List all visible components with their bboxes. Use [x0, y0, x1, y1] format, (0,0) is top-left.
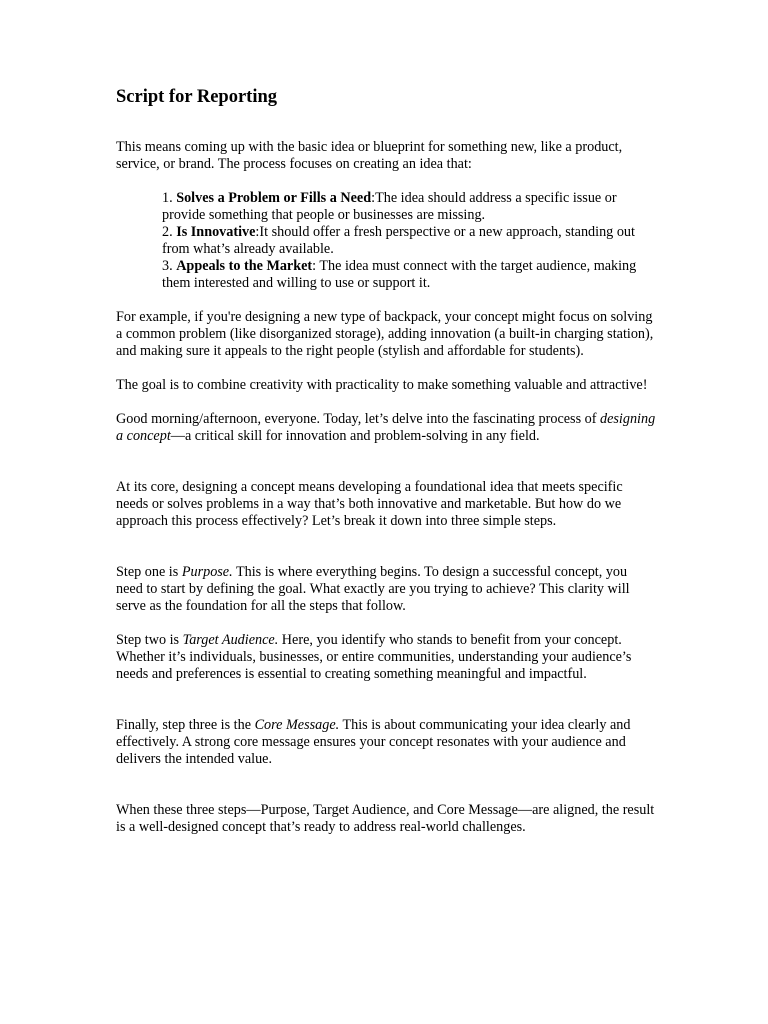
step-two-emphasis: Target Audience.	[182, 632, 279, 648]
step-three-lead: Finally, step three is the	[116, 717, 255, 733]
step-one-paragraph	[116, 564, 656, 615]
step-one-emphasis: Purpose.	[181, 564, 233, 580]
criteria-list	[162, 190, 656, 292]
list-item-number: 2.	[162, 224, 177, 240]
list-item-text: : The idea must connect with the target audience, making them interested and willing to use or support it.	[162, 258, 637, 291]
list-item-text: :It should offer a fresh perspective or a new approach, standing out from what’s already available.	[162, 224, 635, 257]
greeting-paragraph	[116, 411, 656, 445]
step-three-paragraph	[116, 717, 656, 768]
step-three-emphasis: Core Message.	[254, 717, 340, 733]
list-item-text: :The idea should address a specific issue or provide something that people or businesses are missing.	[162, 190, 617, 223]
list-item-term: Appeals to the Market	[176, 258, 313, 274]
step-two-lead: Step two is	[116, 632, 183, 648]
list-item-term: Is Innovative	[176, 224, 256, 240]
step-two-paragraph	[116, 632, 656, 683]
step-three-text: This is about communicating your idea clearly and effectively. A strong core message ensures your concept resonates with your audience and delivers the intended value.	[116, 717, 631, 767]
step-two-text: Here, you identify who stands to benefit from your concept. Whether it’s individuals, businesses, or entire communities, understanding your audience’s needs and preferences is essential to creating something meaningful and impactful.	[116, 632, 632, 682]
core-paragraph: At its core, designing a concept means developing a foundational idea that meets specific needs or solves problems in a way that’s both innovative and marketable. But how do we approach this process effectively? Let’s break it down into three simple steps.	[116, 479, 623, 529]
list-item	[162, 258, 656, 292]
intro-paragraph: This means coming up with the basic idea or blueprint for something new, like a product, service, or brand. The process focuses on creating an idea that:	[116, 139, 623, 172]
step-one-text: This is where everything begins. To design a successful concept, you need to start by defining the goal. What exactly are you trying to achieve? This clarity will serve as the foundation for all the steps that follow.	[116, 564, 630, 614]
document-page	[116, 86, 656, 836]
document-title: Script for Reporting	[116, 87, 277, 107]
goal-paragraph: The goal is to combine creativity with practicality to make something valuable and attractive!	[116, 377, 648, 393]
list-item	[162, 224, 656, 258]
list-item-number: 1.	[162, 190, 177, 206]
conclusion-paragraph: When these three steps—Purpose, Target Audience, and Core Message—are aligned, the result is a well-designed concept that’s ready to address real-world challenges.	[116, 802, 655, 835]
list-item-term: Solves a Problem or Fills a Need	[176, 190, 372, 206]
greeting-text-end: —a critical skill for innovation and problem-solving in any field.	[170, 428, 540, 444]
greeting-text: Good morning/afternoon, everyone. Today, let’s delve into the fascinating process of	[116, 411, 601, 427]
example-paragraph: For example, if you're designing a new type of backpack, your concept might focus on solving a common problem (like disorganized storage), adding innovation (a built-in charging station), and making sure it appeals to the right people (stylish and affordable for students).	[116, 309, 654, 359]
greeting-emphasis: designing a concept	[116, 411, 656, 444]
list-item-number: 3.	[162, 258, 177, 274]
list-item	[162, 190, 656, 224]
step-one-lead: Step one is	[116, 564, 182, 580]
